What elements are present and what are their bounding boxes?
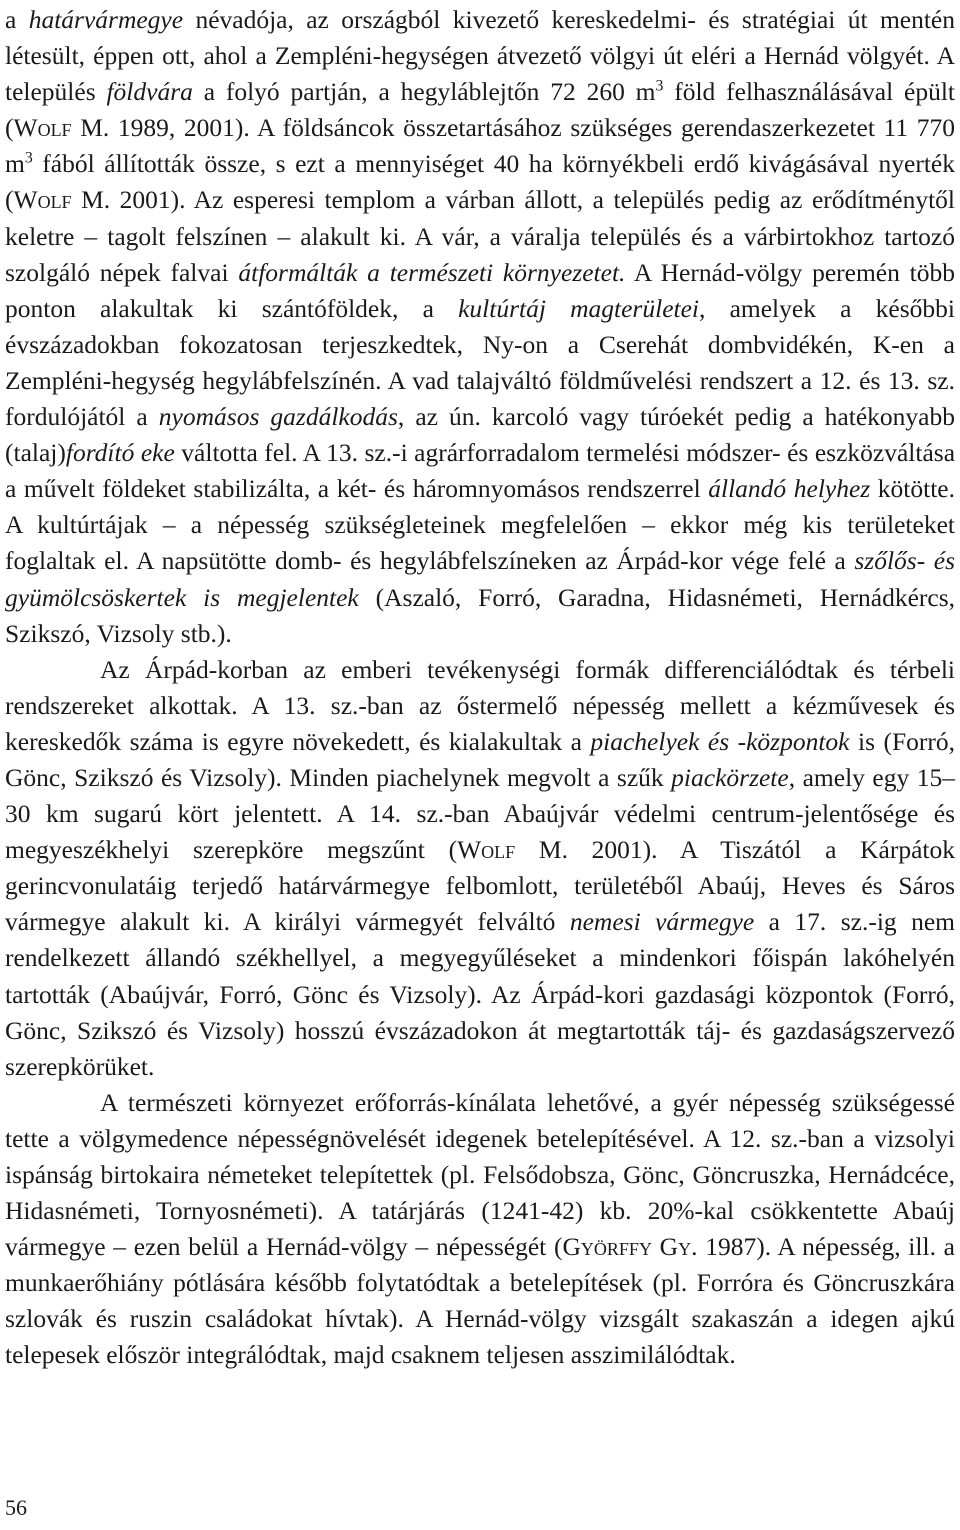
text-run: a 17. sz.-ig nem rendelkezett állandó székhellyel, a megyegyűléseket a mindenkori főispán lakóhelyén tartották (Abaújvár, Forró, Gönc és Vizsoly). Az Árpád-kori gazdasági központok (Forró, Gönc, Szikszó és Vizsoly) hosszú évszázadokon át megtartották táj- és gazdaságszervező szerepkörüket. <box>5 907 956 1081</box>
text-run: névadója, az országból kivezető kereskedelmi- és stratégiai út mentén létesült, éppen ott, ahol a Zempléni-hegységen átvezető völgyi út eléri a Hernád völgyét. A település <box>5 5 955 107</box>
text-run: M. 2001). Az esperesi templom a várban állott, a település pedig az erődítménytől keletre – tagolt felszínen – alakult ki. A vár, a váralja település és a várbirtokhoz tartozó szolgáló népek falvai <box>5 185 955 287</box>
superscript: 3 <box>655 77 664 95</box>
text-run: váltotta fel. A 13. sz.-i agrárforradalom termelési módszer- és eszközváltása a művelt földeket stabilizálta, a két- és háromnyomásos rendszerrel <box>5 438 956 504</box>
paragraph <box>5 652 955 1085</box>
italic-text: földvára <box>106 77 193 107</box>
italic-text: nemesi vármegye <box>569 907 755 937</box>
text-run: Az Árpád-korban az emberi tevékenységi formák differenciálódtak és térbeli rendszereket alkottak. A 13. sz.-ban az őstermelő népesség mellett a kézművesek és kereskedők száma is egyre növekedett, és kialakultak a <box>5 654 955 756</box>
paragraph <box>5 2 955 652</box>
body-text <box>5 2 955 1374</box>
italic-text: szőlős- és gyümölcsöskertek is megjelentek <box>5 546 955 612</box>
text-run: a <box>5 5 29 34</box>
author-name: Wolf <box>13 113 72 143</box>
text-run: föld felhasználásával épült ( <box>5 77 956 143</box>
text-run: 1987). A népesség, ill. a munkaerőhiány pótlására később folytatódtak a betelepítések (pl. Forróra és Göncruszkára szlovák és ruszin családokat hívtak). A Hernád-völgy vizsgált szakaszán a idegen ajkú telepesek először integrálódtak, majd csaknem teljesen asszimilálódtak. <box>5 1232 955 1370</box>
text-run: , amely egy 15–30 km sugarú kört jelentett. A 14. sz.-ban Abaújvár védelmi centrum-jelentősége és megyeszékhelyi szerepköre megszűnt ( <box>5 762 956 865</box>
italic-text: nyomásos gazdálkodás <box>158 402 398 432</box>
document-page <box>5 0 955 1530</box>
text-run: a folyó partján, a hegyláblejtőn 72 260 m <box>192 77 656 107</box>
superscript: 3 <box>24 149 33 167</box>
author-name: Györffy Gy. <box>562 1232 698 1262</box>
paragraph <box>5 1085 955 1374</box>
text-run: is (Forró, Gönc, Szikszó és Vizsoly). Minden piachelynek megvolt a szűk <box>5 726 955 792</box>
text-run: M. 1989, 2001). A földsáncok összetartásához szükséges gerendaszerkezetet 11 770 m <box>5 113 955 179</box>
italic-text: kultúrtáj magterületei <box>458 293 700 323</box>
italic-text: átformálták a természeti környezetet. <box>238 257 626 287</box>
page-number: 56 <box>5 1495 27 1520</box>
italic-text: fordító eke <box>65 438 175 468</box>
text-run: A természeti környezet erőforrás-kínálata lehetővé, a gyér népesség szükségessé tette a völgymedence népességnövelését idegenek betelepítésével. A 12. sz.-ban a vizsolyi ispánság birtokaira németeket telepítettek (pl. Felsődobsza, Gönc, Göncruszka, Hernádcéce, Hidasnémeti, Tornyosnémeti). A tatárjárás (1241-42) kb. 20%-kal csökkentette Abaúj vármegye – ezen belül a Hernád-völgy – népességét ( <box>5 1087 955 1262</box>
author-name: Wolf <box>457 835 516 865</box>
italic-text: határvármegye <box>28 5 184 34</box>
text-run: (Aszaló, Forró, Garadna, Hidasnémeti, Hernádkércs, Szikszó, Vizsoly stb.). <box>5 582 955 648</box>
italic-text: állandó helyhez <box>708 474 871 504</box>
text-run: M. 2001). A Tiszától a Kárpátok gerincvonulatáig terjedő határvármegye felbomlott, területéből Abaúj, Heves és Sáros vármegye alakult ki. A királyi vármegyét felváltó <box>5 835 956 937</box>
text-run: kötötte. A kultúrtájak – a népesség szükségleteinek megfelelően – ekkor még kis területeket foglaltak el. A napsütötte domb- és hegylábfelszíneken az Árpád-kor vége felé a <box>5 474 955 576</box>
italic-text: piackörzete <box>671 762 789 792</box>
text-run: , az ún. karcoló vagy túróekét pedig a hatékonyabb (talaj) <box>5 402 955 468</box>
author-name: Wolf <box>13 185 72 215</box>
text-run: A Hernád-völgy peremén több ponton alakultak ki szántóföldek, a <box>5 257 956 323</box>
text-run: , amelyek a későbbi évszázadokban fokozatosan terjeszkedtek, Ny-on a Cserehát dombvidékén, K-en a Zempléni-hegység hegylábfelszínén. A vad talajváltó földművelési rendszert a 12. és 13. sz. fordulójától a <box>5 293 955 432</box>
text-run: fából állították össze, s ezt a mennyiséget 40 ha környékbeli erdő kivágásával nyerték ( <box>5 149 955 215</box>
italic-text: piachelyek és -központok <box>590 726 850 756</box>
